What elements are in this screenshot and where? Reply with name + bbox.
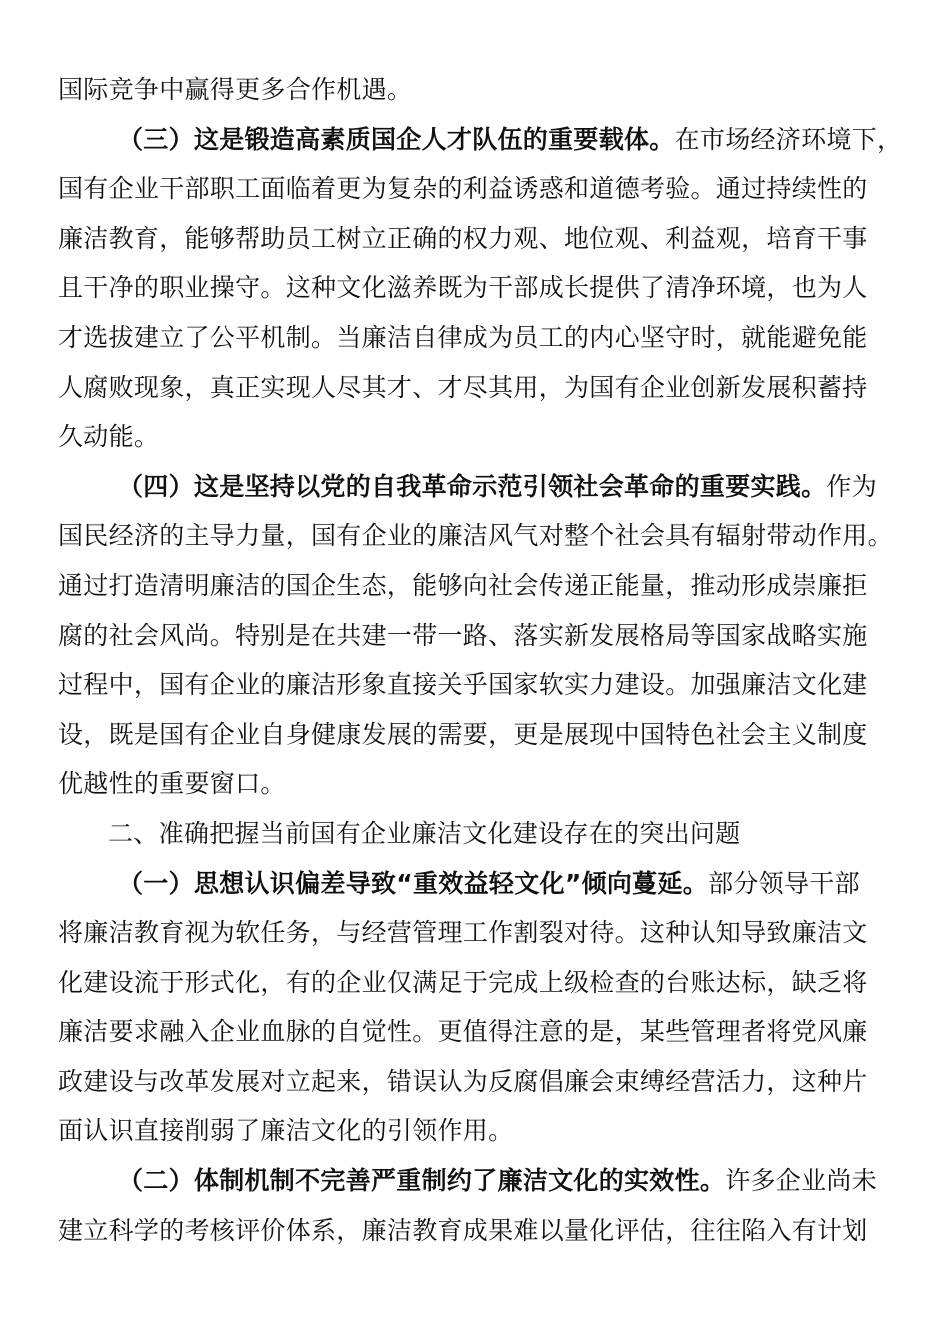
text-line: 建立科学的考核评价体系，廉洁教育成果难以量化评估，往往陷入有计划 xyxy=(58,1215,868,1245)
paragraph-continuation xyxy=(58,65,888,115)
text-line: 政建设与改革发展对立起来，错误认为反腐倡廉会束缚经营活力，这种片 xyxy=(58,1066,868,1096)
text-line: 且干净的职业操守。这种文化滋养既为干部成长提供了清净环境，也为人 xyxy=(58,273,868,303)
text-line: 国民经济的主导力量，国有企业的廉洁风气对整个社会具有辐射带动作用。 xyxy=(58,521,893,551)
section-heading xyxy=(58,809,888,859)
text-line: 人腐败现象，真正实现人尽其才、才尽其用，为国有企业创新发展积蓄持 xyxy=(58,372,868,402)
paragraph-3 xyxy=(58,115,903,462)
paragraph-section2-1 xyxy=(58,859,888,1157)
text-line xyxy=(58,115,903,165)
document-body xyxy=(58,65,903,1255)
text-line: 国有企业干部职工面临着更为复杂的利益诱惑和道德考验。通过持续性的 xyxy=(58,174,868,204)
paragraph-heading: （四）这是坚持以党的自我革命示范引领社会革命的重要实践。 xyxy=(118,471,827,501)
paragraph-heading: （一）思想认识偏差导致“重效益轻文化”倾向蔓延。 xyxy=(118,868,709,898)
text-line: 通过打造清明廉洁的国企生态，能够向社会传递正能量，推动形成崇廉拒 xyxy=(58,570,868,600)
text-run: 作为 xyxy=(826,471,878,501)
text-line: 面认识直接削弱了廉洁文化的引领作用。 xyxy=(58,1116,514,1146)
text-line: 将廉洁教育视为软任务，与经营管理工作割裂对待。这种认知导致廉洁文 xyxy=(58,918,868,948)
section-title: 二、准确把握当前国有企业廉洁文化建设存在的突出问题 xyxy=(108,818,741,848)
paragraph-heading: （三）这是锻造高素质国企人才队伍的重要载体。 xyxy=(118,124,675,154)
paragraph-4 xyxy=(58,462,893,809)
text-line: 廉洁教育，能够帮助员工树立正确的权力观、地位观、利益观，培育干事 xyxy=(58,223,868,253)
text-line: 久动能。 xyxy=(58,422,160,452)
paragraph-section2-2 xyxy=(58,1156,888,1255)
text-line: 才选拔建立了公平机制。当廉洁自律成为员工的内心坚守时，就能避免能 xyxy=(58,322,868,352)
text-line: 过程中，国有企业的廉洁形象直接关乎国家软实力建设。加强廉洁文化建 xyxy=(58,670,868,700)
text-run: 许多企业尚未 xyxy=(725,1166,878,1196)
text-line: 国际竞争中赢得更多合作机遇。 xyxy=(58,75,413,104)
text-line xyxy=(58,462,888,512)
text-line: 腐的社会风尚。特别是在共建一带一路、落实新发展格局等国家战略实施 xyxy=(58,620,868,650)
text-line xyxy=(58,859,888,909)
text-line: 化建设流于形式化，有的企业仅满足于完成上级检查的台账达标，缺乏将 xyxy=(58,967,868,997)
text-run: 部分领导干部 xyxy=(708,868,860,898)
paragraph-heading: （二）体制机制不完善严重制约了廉洁文化的实效性。 xyxy=(118,1166,726,1196)
text-run: 在市场经济环境下， xyxy=(674,124,903,154)
text-line: 优越性的重要窗口。 xyxy=(58,769,286,799)
text-line: 廉洁要求融入企业血脉的自觉性。更值得注意的是，某些管理者将党风廉 xyxy=(58,1017,868,1047)
text-line: 设，既是国有企业自身健康发展的需要，更是展现中国特色社会主义制度 xyxy=(58,719,868,749)
text-line xyxy=(58,1156,888,1206)
